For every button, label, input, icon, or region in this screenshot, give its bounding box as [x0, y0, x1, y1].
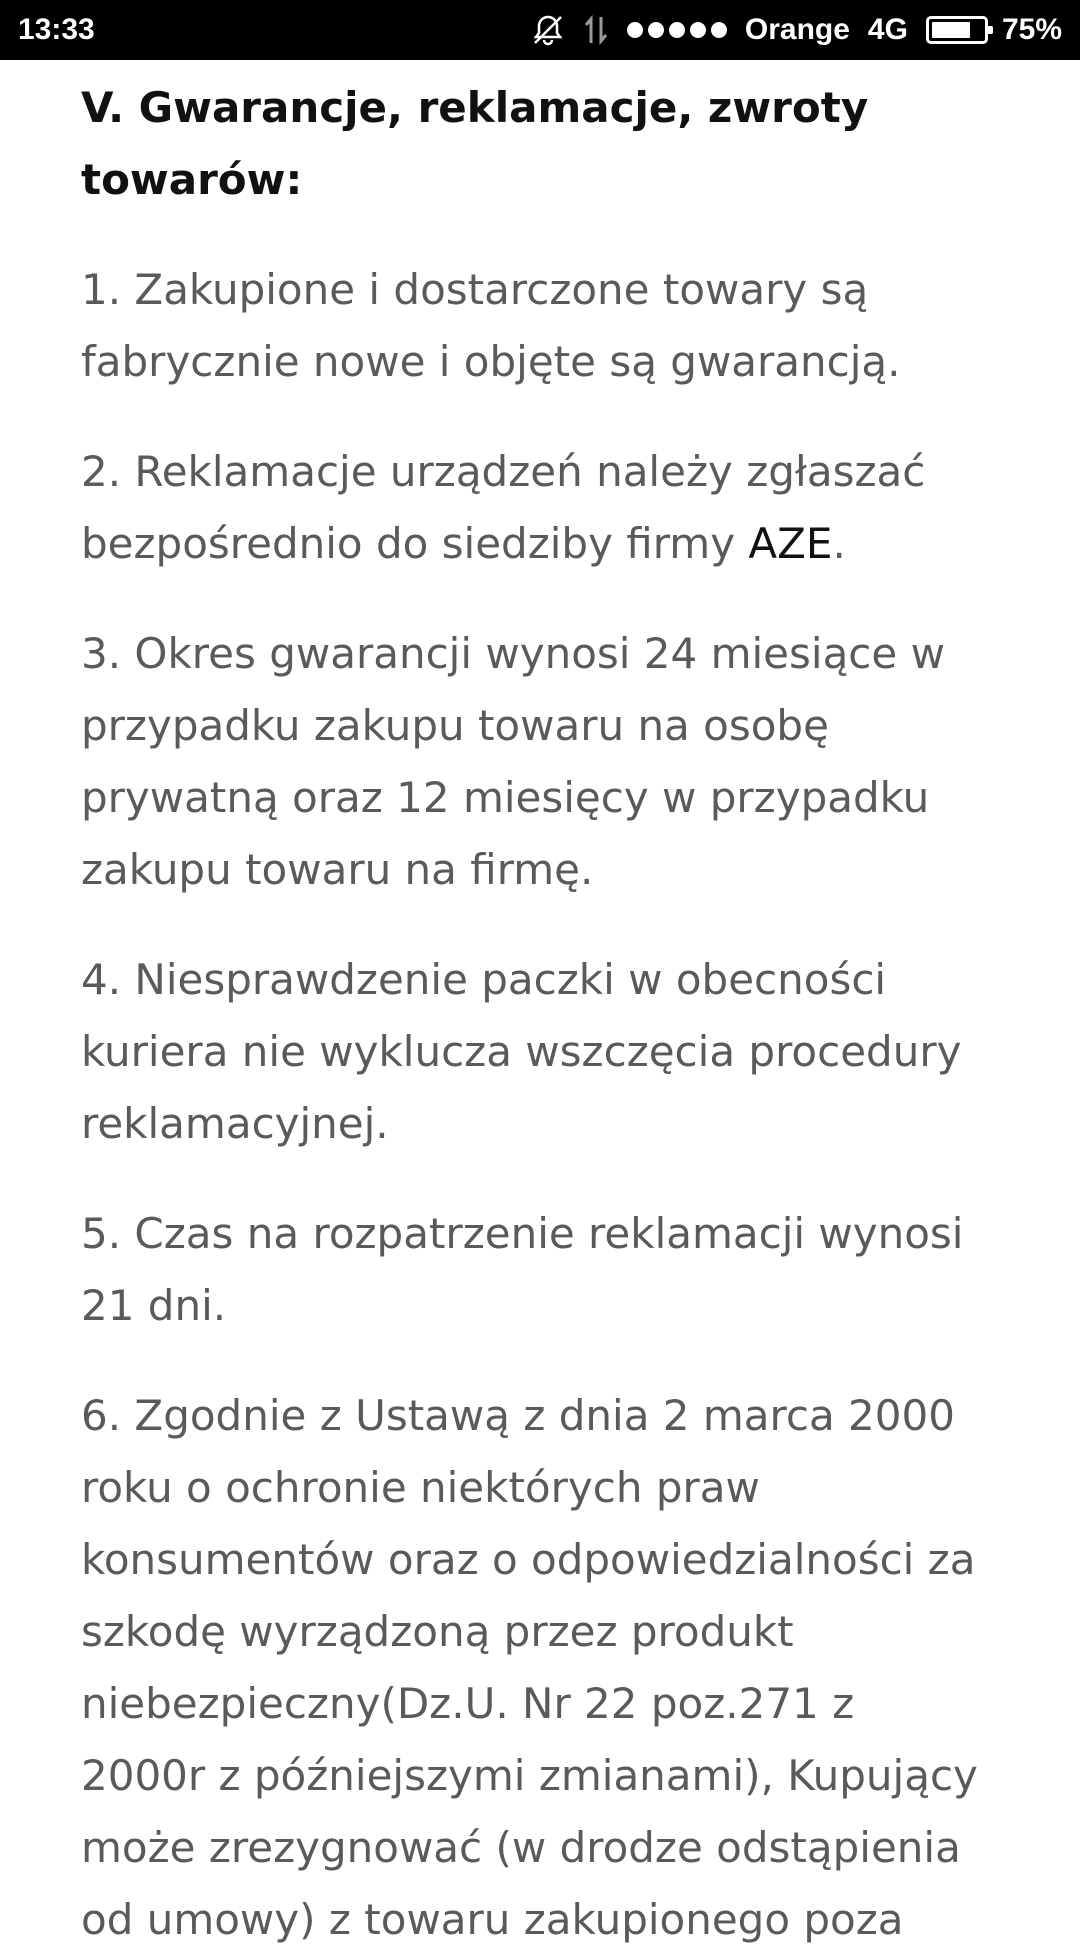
- signal-icon: [627, 22, 727, 38]
- paragraph-1: 1. Zakupione i dostarczone towary są fabrycznie nowe i objęte są gwarancją.: [81, 265, 901, 386]
- paragraph-2: [81, 436, 981, 580]
- paragraph-3: 3. Okres gwarancji wynosi 24 miesiące w przypadku zakupu towaru na osobę prywatną oraz 12 miesięcy w przypadku zakupu towaru na firmę.: [81, 629, 945, 894]
- company-name: AZE: [748, 519, 833, 568]
- carrier-name: Orange: [744, 13, 850, 46]
- document-content: [81, 72, 981, 1956]
- paragraph-2-end: .: [832, 519, 846, 568]
- status-time: 13:33: [18, 13, 95, 46]
- section-title: V. Gwarancje, reklamacje, zwroty towarów:: [81, 83, 869, 204]
- paragraph-4: 4. Niesprawdzenie paczki w obecności kuriera nie wyklucza wszczęcia procedury reklamacyjnej.: [81, 955, 962, 1148]
- bell-off-icon: [531, 13, 565, 47]
- paragraph-5: 5. Czas na rozpatrzenie reklamacji wynosi 21 dni.: [81, 1209, 964, 1330]
- battery-icon: [926, 16, 988, 44]
- network-type: 4G: [867, 13, 908, 46]
- status-bar: [0, 0, 1080, 60]
- paragraph-2-text: 2. Reklamacje urządzeń należy zgłaszać bezpośrednio do siedziby firmy: [81, 447, 926, 568]
- battery-percent: 75%: [1001, 13, 1062, 46]
- data-transfer-icon: [583, 13, 609, 47]
- paragraph-6: 6. Zgodnie z Ustawą z dnia 2 marca 2000 roku o ochronie niektórych praw konsumentów oraz o odpowiedzialności za szkodę wyrządzoną przez produkt niebezpieczny(Dz.U. Nr 22 poz.271 z 2000r z późniejszymi zmianami), Kupujący może zrezygnować (w drodze odstąpienia od umowy) z towaru zakupionego poza: [81, 1391, 978, 1944]
